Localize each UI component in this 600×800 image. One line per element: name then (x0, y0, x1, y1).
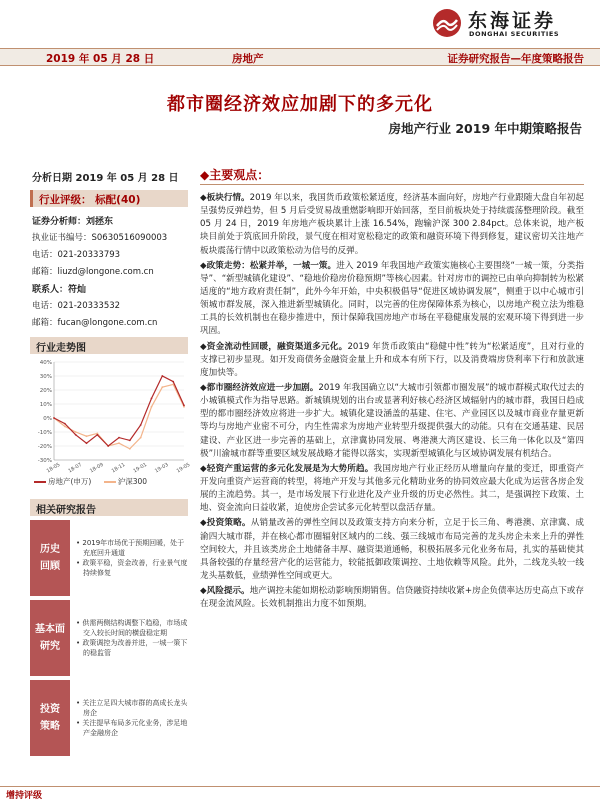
side-item: • 供需两侧结构调整下趋稳，市场成交入较长时间的横盘稳定期 (76, 618, 188, 637)
company-logo (432, 6, 582, 42)
paragraph-risk (200, 585, 584, 611)
side-item: • 关注立足四大城市群的高成长龙头房企 (76, 698, 188, 717)
chart-series-line (54, 384, 184, 448)
trend-section-label: 行业走势图 (36, 343, 86, 354)
side-item-text: 政策平稳，资金改善，行业景气度持续修复 (82, 559, 188, 578)
side-item: • 政策平稳，资金改善，行业景气度持续修复 (76, 559, 188, 578)
chart-data-point (161, 386, 163, 388)
chart-ytick-label: 40% (39, 360, 52, 366)
paragraph-metro (200, 382, 584, 461)
report-type: 证券研究报告—年度策略报告 (447, 53, 584, 65)
logo-mark-icon (432, 8, 462, 38)
logo-en-text: DONGHAI SECURITIES (469, 30, 560, 38)
chart-data-point (118, 442, 120, 444)
contact-phone: 电话：021-20333532 (32, 301, 121, 311)
chart-xtick-label: 18-09 (89, 461, 105, 475)
chart-ytick-label: 0% (43, 416, 52, 422)
side-label-history-line1: 历史 (40, 544, 60, 555)
related-section-label: 相关研究报告 (36, 505, 96, 516)
paragraph-text: 2019 年以来，我国货币政策松紧适度，经济基本面向好，房地产行业跟随大盘自年初起呈强势反弹趋势，但 5 月后受贸易战重燃影响即开始回落，至目前板块处于持续震荡整理阶段。截至 05 月 24 日，2019 年房地产板块累计上涨 16.54%，跑输沪深 300 2.84pct。总体来说，地产板块目前处于筑底回升阶段，景气度在相对宽松稳定的政策和融资环境下得到修复，建议密切关注地产板块震荡行情中以政策松动为信号的反弹。 (200, 193, 584, 256)
chart-data-point (86, 442, 88, 444)
chart-data-point (151, 406, 153, 408)
contact-name: 联系人：符灿 (32, 285, 87, 295)
chart-legend (34, 476, 157, 487)
paragraph-text: 进入 2019 年我国地产政策实施核心主要围绕“一城一策，分类指导”、“新型城镇化建设”、“稳地价稳房价稳预期”等核心因素。针对房市的调控已由单向抑制转为松紧适度的“地方政府责任制”，此外今年开始，中央积极倡导“促进区域协调发展”，侧重于以中心城市引领城市群发展，深入推进新型城镇化。同时，以完善的住房保障体系为核心，以房地产税立法为维稳工具的长效机制也在稳步推进中，预计保障我国房地产市场在平稳健康发展的宏观环境下得到进一步巩固。 (200, 260, 584, 337)
paragraph-lead: ◆都市圈经济效应进一步加剧。 (200, 382, 319, 393)
side-block-strategy (30, 680, 188, 756)
legend-label-hs300: 沪深300 (117, 477, 148, 486)
side-item-text: 供需两侧结构调整下趋稳，市场成交入较长时间的横盘稳定期 (82, 618, 188, 637)
legend-item-hs300 (104, 477, 147, 486)
chart-ytick-label: -10% (37, 430, 52, 436)
logo-cn-text: 东海证券 (468, 10, 557, 32)
side-item-text: 关注提早布局多元化业务，涉足地产金融房企 (82, 719, 188, 738)
chart-ytick-label: -30% (37, 458, 52, 464)
paragraph-liquidity (200, 341, 584, 380)
paragraph-text: 2019 年我国确立以“大城市引领都市圈发展”的城市群模式取代过去的小城镇模式作为指导思路。新城镇规划的出台或显著利好核心经济区域辐射内的城市群，我国日趋成型的都市圈经济效应将进一步扩大。城镇化建设涵盖的基建、住宅、产业园区以及城市商业存量更新等均与房地产业密不可分，内生性需求为房地产业转型升级提供强大的动能。只有在交通基建、民居建设、产业区进一步完善的基础上，京津冀协同发展、粤港澳大湾区建设、长三角一体化以及“第四极”川渝城市群等重要区域发展战略才能得以落实，实现新型城镇化与区域协调发展有机结合。 (200, 382, 584, 459)
chart-xtick-label: 19-03 (154, 461, 170, 475)
paragraph-text: 从销量改善的弹性空间以及政策支持方向来分析，立足于长三角、粤港澳、京津冀、成渝四大城市群，并在核心都市圈辐射区域内的二线、强三线城市布局完善的龙头房企未来上升的弹性空间较大，并且该类房企土地储备丰厚、融资渠道通畅，积极拓展多元化业务布局，扎实的基础使其具备较强的存量经营产化的运营能力，较能抵御政策调控、土地依赖等风险。此外，二线龙头较一线龙头基数低，业绩弹性空间或更大。 (200, 518, 585, 581)
paragraph-strategy (200, 517, 584, 583)
legend-item-realestate (34, 477, 91, 486)
side-label-strategy-line1: 投资 (40, 704, 60, 715)
chart-ytick-label: 30% (39, 374, 52, 380)
paragraph-policy (200, 260, 584, 339)
paragraph-lead: ◆政策走势：松紧并举，一城一策。 (200, 260, 337, 271)
side-item-text: 政策调控为改善并进，一城一策下的稳监管 (82, 639, 188, 658)
chart-data-point (161, 375, 163, 377)
side-text-strategy (76, 680, 188, 756)
chart-data-point (75, 431, 77, 433)
paragraph-text: 2019 年货币政策由“稳健中性”转为“松紧适度”，且对行业的支撑已初步显现。如开发商债务金融资金量上升和成本有所下行，以及消费端房贷利率下行和放款速度加快等。 (200, 341, 584, 378)
footer-mark-text: 增持评级 (6, 791, 43, 800)
paragraph-lead: ◆轻资产重运营的多元化发展是为大势所趋。 (200, 463, 374, 474)
chart-data-point (96, 434, 98, 436)
chart-data-point (151, 398, 153, 400)
chart-xtick-label: 18-05 (45, 461, 62, 475)
side-label-strategy-line2: 策略 (40, 721, 60, 732)
chart-data-point (140, 424, 142, 426)
legend-swatch-hs300 (104, 481, 116, 483)
side-label-fundamentals (30, 600, 70, 676)
paragraph-text: 我国房地产行业正经历从增量向存量的变迁，即重资产开发向重资产运营商的转型，将地产开发与其他多元化精助业务的协同效应最大化成为运营各房企发展的主流趋势。其一，是市场发展下行业进化及产业升级的历史必然性。其二，是强调控下政策、土地、资金流向日益收紧，迫使房企尝试多元化转型以盘活存量。 (200, 463, 584, 514)
paragraph-lead: ◆板块行情。 (200, 193, 250, 203)
chart-data-point (64, 426, 66, 428)
side-item-text: 关注立足四大城市群的高成长龙头房企 (82, 698, 188, 717)
chart-data-point (129, 448, 131, 450)
trend-section-bar (30, 337, 188, 354)
analyst-name: 证券分析师：刘拯东 (32, 217, 114, 227)
side-block-fundamentals (30, 600, 188, 676)
paragraph-text: 地产调控未能如期松动影响预期销售。信贷融资持续收紧+房企负债率达历史高点下或存在现金流风险。长效机制推出力度不如预期。 (200, 586, 585, 610)
related-section-bar (30, 499, 188, 516)
chart-data-point (118, 437, 120, 439)
side-label-fundamentals-line2: 研究 (40, 641, 60, 652)
side-label-history-line2: 回顾 (40, 561, 60, 572)
paragraph-lead: ◆风险提示。 (200, 586, 250, 597)
paragraph-lead: ◆资金流动性回暖，融资渠道多元化。 (200, 341, 348, 352)
side-item: • 关注提早布局多元化业务，涉足地产金融房企 (76, 719, 188, 738)
heading-divider (200, 184, 584, 185)
page-title: 都市圈经济效应加剧下的多元化 (167, 94, 433, 115)
legend-swatch-realestate (34, 481, 46, 483)
chart-data-point (86, 435, 88, 437)
paragraph-diversify (200, 463, 584, 516)
footer-mark (0, 786, 600, 800)
chart-data-point (75, 434, 77, 436)
analyst-phone: 电话：021-20333793 (32, 250, 121, 260)
side-label-fundamentals-line1: 基本面 (35, 624, 65, 635)
page-subtitle: 房地产行业 2019 年中期策略报告 (388, 121, 582, 136)
chart-data-point (107, 445, 109, 447)
chart-xtick-label: 19-05 (175, 461, 190, 475)
paragraph-lead: ◆投资策略。 (200, 518, 251, 529)
chart-data-point (129, 440, 131, 442)
chart-data-point (183, 405, 185, 407)
side-item-text: 2019年市场优于预期回暖，处于充底回升通道 (82, 538, 185, 557)
side-label-history (30, 520, 70, 596)
chart-data-point (172, 381, 174, 383)
analyst-license: 执业证书编号：S0630516090003 (32, 233, 168, 243)
report-date: 2019 年 05 月 28 日 (46, 53, 155, 65)
chart-ytick-label: 20% (39, 388, 52, 394)
contact-email[interactable]: 邮箱：fucan@longone.com.cn (32, 318, 158, 328)
side-text-fundamentals (76, 600, 188, 676)
side-item: • 2019年市场优于预期回暖，处于充底回升通道 (76, 538, 185, 557)
chart-data-point (64, 423, 66, 425)
side-label-strategy (30, 680, 70, 756)
rating-bar (30, 190, 188, 207)
chart-ytick-label: 10% (39, 402, 52, 408)
report-sector: 房地产 (232, 53, 264, 65)
side-item: • 政策调控为改善并进，一城一策下的稳监管 (76, 639, 188, 658)
chart-xtick-label: 19-01 (132, 461, 148, 475)
legend-label-realestate: 房地产(申万) (48, 477, 92, 486)
chart-xtick-label: 18-11 (110, 461, 127, 475)
side-text-history (76, 520, 188, 596)
trend-chart-svg (30, 356, 190, 476)
key-points-body (200, 192, 584, 613)
rating-text: 行业评级： 标配(40) (39, 194, 141, 206)
chart-data-point (53, 417, 55, 419)
paragraph-market (200, 192, 584, 258)
side-block-history (30, 520, 188, 596)
trend-chart (30, 356, 190, 476)
header-band (0, 48, 600, 66)
chart-xtick-label: 18-07 (67, 461, 83, 475)
chart-data-point (140, 437, 142, 439)
analysis-date: 分析日期 2019 年 05 月 28 日 (32, 173, 179, 184)
analyst-email[interactable]: 邮箱：liuzd@longone.com.cn (32, 267, 154, 277)
key-points-heading: ◆主要观点： (200, 168, 270, 182)
chart-ytick-label: -20% (37, 444, 52, 450)
